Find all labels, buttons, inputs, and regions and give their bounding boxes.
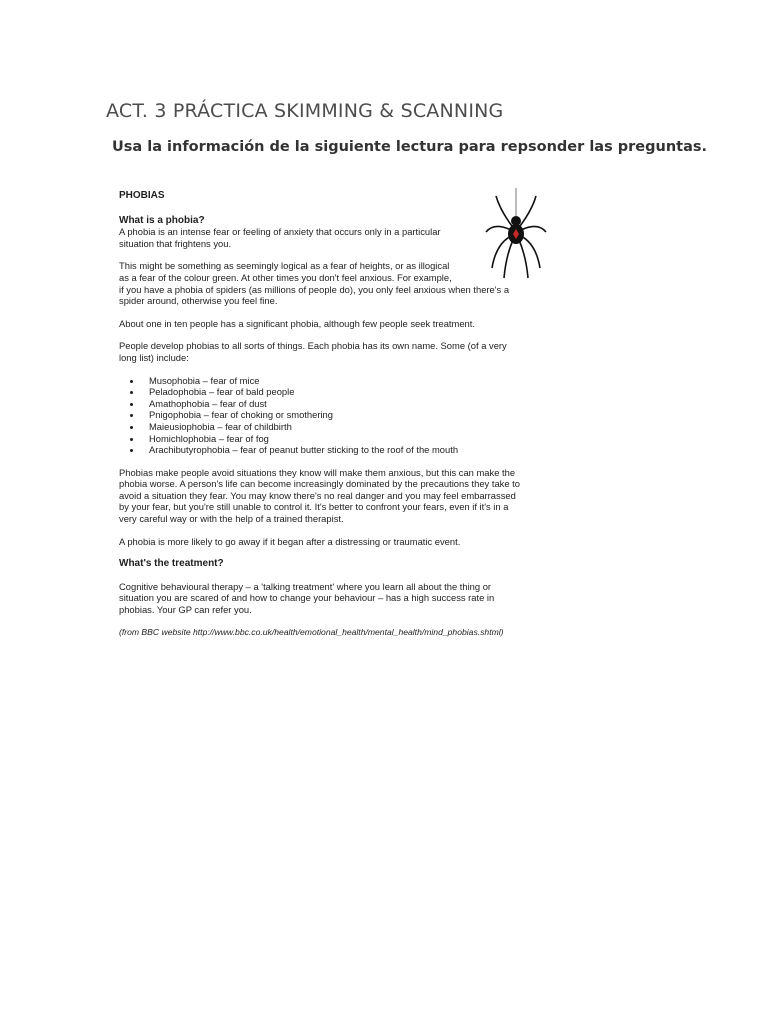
source-citation: (from BBC website http://www.bbc.co.uk/health/emotional_health/mental_health/mind_phobias.shtml) <box>119 626 504 637</box>
phobia-list <box>119 375 549 456</box>
list-item: Arachibutyrophobia – fear of peanut butter sticking to the roof of the mouth <box>149 444 549 456</box>
text-line: situation that frightens you. <box>119 237 232 249</box>
list-item: Homichlophobia – fear of fog <box>149 433 549 445</box>
text-line: spider around, otherwise you feel fine. <box>119 295 278 307</box>
text-line: This might be something as seemingly logical as a fear of heights, or as illogical <box>119 260 450 272</box>
page-title: ACT. 3 PRÁCTICA SKIMMING & SCANNING <box>106 100 504 122</box>
list-item: Amathophobia – fear of dust <box>149 398 549 410</box>
text-line: very careful way or with the help of a trained therapist. <box>119 513 344 525</box>
text-line: long list) include: <box>119 351 189 363</box>
article-title: PHOBIAS <box>119 190 165 201</box>
paragraph-treatment <box>119 581 549 616</box>
text-line: if you have a phobia of spiders (as millions of people do), you only feel anxious when there's a <box>119 283 510 295</box>
text-line: as a fear of the colour green. At other times you don't feel anxious. For example, <box>119 271 452 283</box>
text-line: situation you are scared of and how to change your behaviour – has a high success rate in <box>119 592 495 604</box>
list-item: Musophobia – fear of mice <box>149 375 549 387</box>
text-line: phobia worse. A person's life can become increasingly dominated by the precautions they take to <box>119 478 520 490</box>
spider-icon <box>484 188 548 280</box>
list-item: Maieusiophobia – fear of childbirth <box>149 421 549 433</box>
paragraph-avoidance <box>119 467 549 525</box>
text-line: phobias. Your GP can refer you. <box>119 604 252 616</box>
section-heading-what-is: What is a phobia? <box>119 214 205 226</box>
paragraph-recovery: A phobia is more likely to go away if it began after a distressing or traumatic event. <box>119 535 461 547</box>
list-item: Peladophobia – fear of bald people <box>149 386 549 398</box>
text-line: avoid a situation they fear. You may know there's no real danger and you may feel embarrassed <box>119 489 516 501</box>
text-line: People develop phobias to all sorts of things. Each phobia has its own name. Some (of a very <box>119 340 507 352</box>
list-item: Pnigophobia – fear of choking or smothering <box>149 409 549 421</box>
paragraph-names <box>119 340 549 363</box>
page-subtitle: Usa la información de la siguiente lectura para repsonder las preguntas. <box>112 139 708 155</box>
text-line: by your fear, but you're still unable to control it. It's better to confront your fears, even if it's in a <box>119 501 509 513</box>
text-line: Cognitive behavioural therapy – a 'talking treatment' where you learn all about the thing or <box>119 580 492 592</box>
text-line: Phobias make people avoid situations they know will make them anxious, but this can make the <box>119 466 516 478</box>
paragraph-prevalence: About one in ten people has a significant phobia, although few people seek treatment. <box>119 317 475 329</box>
text-line: A phobia is an intense fear or feeling of anxiety that occurs only in a particular <box>119 226 441 238</box>
section-heading-treatment: What's the treatment? <box>119 558 224 570</box>
